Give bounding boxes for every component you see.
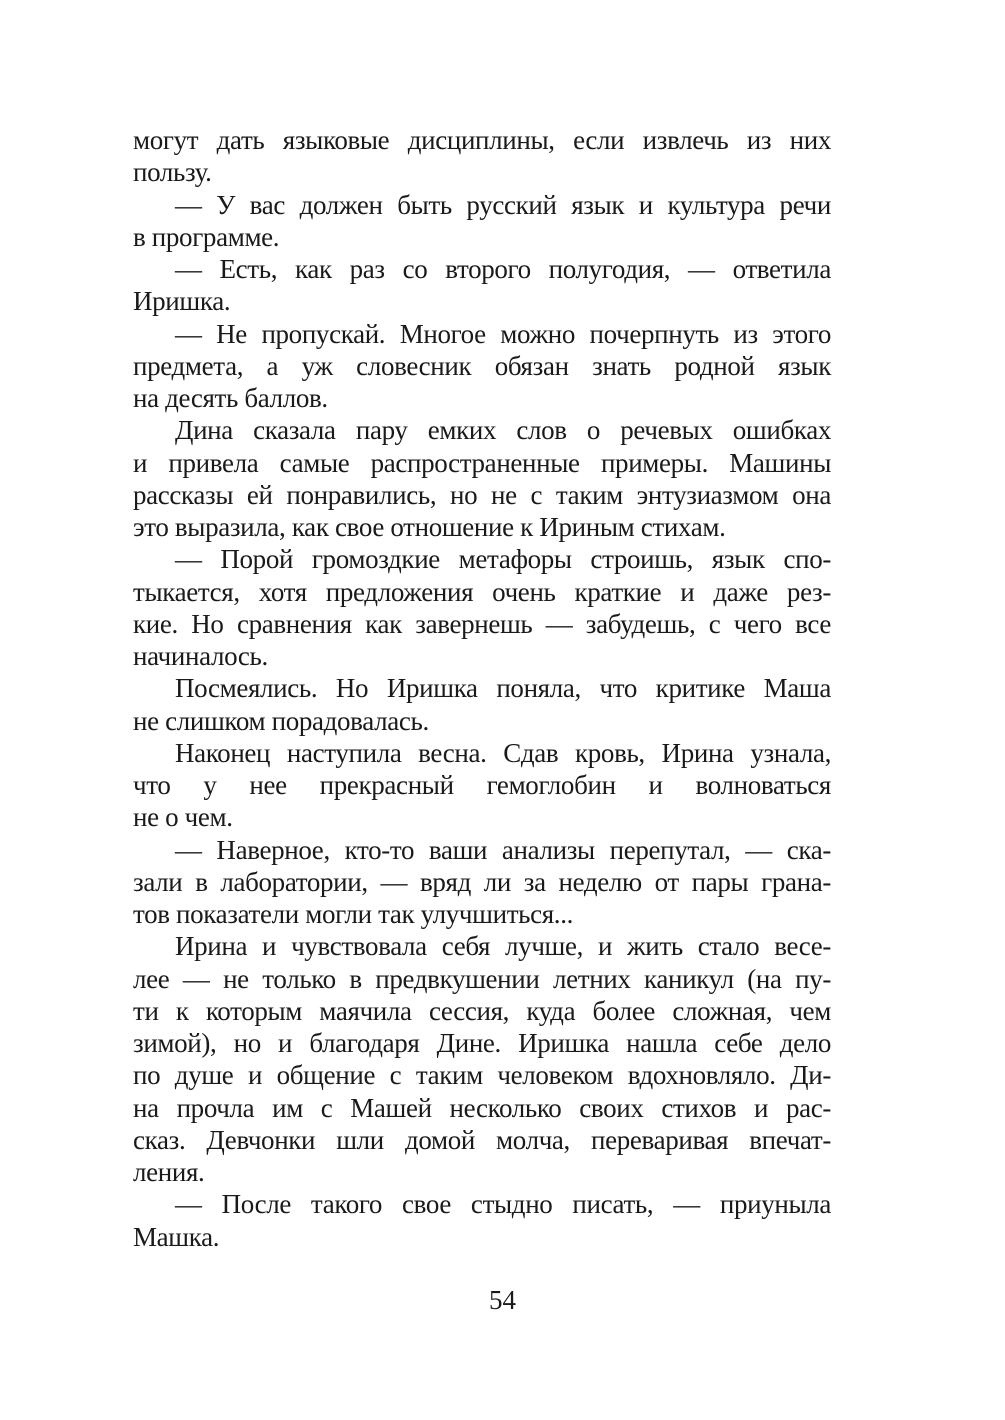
text-line: предмета, а уж словесник обязан знать родной язык <box>133 350 831 381</box>
text-line: лее — не только в предвкушении летних каникул (на пу- <box>133 963 831 994</box>
text-line: это выразила, как свое отношение к Ириным стихам. <box>133 512 726 542</box>
text-line: на прочла им с Машей несколько своих стихов и рас- <box>133 1092 831 1123</box>
page-body <box>133 124 831 1253</box>
text-line: по душе и общение с таким человеком вдохновляло. Ди- <box>133 1060 831 1091</box>
text-line: — Порой громоздкие метафоры строишь, язык спо- <box>175 544 831 575</box>
text-line: сказ. Девчонки шли домой молча, переваривая впечат- <box>133 1124 831 1155</box>
text-line: Ирина и чувствовала себя лучше, и жить стало весе- <box>175 931 831 962</box>
text-line: зали в лаборатории, — вряд ли за неделю от пары грана- <box>133 866 831 897</box>
text-line: не о чем. <box>133 802 233 833</box>
text-line: — Не пропускай. Многое можно почерпнуть из этого <box>175 318 831 349</box>
text-line: не слишком порадовалась. <box>133 705 429 736</box>
text-line: тыкается, хотя предложения очень краткие и даже рез- <box>133 576 831 607</box>
text-line: в программе. <box>133 221 280 252</box>
text-line: — У вас должен быть русский язык и культура речи <box>175 189 831 220</box>
text-line: на десять баллов. <box>133 383 328 413</box>
text-line: Машка. <box>133 1221 220 1252</box>
text-line: — После такого свое стыдно писать, — приуныла <box>175 1189 831 1220</box>
text-line: начиналось. <box>133 641 268 671</box>
text-line: Иришка. <box>133 286 231 317</box>
text-line: ления. <box>133 1157 205 1187</box>
text-line: Дина сказала пару емких слов о речевых ошибках <box>175 415 831 446</box>
text-line: — Наверное, кто-то ваши анализы перепутал, — ска- <box>175 834 831 865</box>
text-line: кие. Но сравнения как завернешь — забудешь, с чего все <box>133 608 831 639</box>
text-line: ти к которым маячила сессия, куда более сложная, чем <box>133 995 831 1026</box>
text-line: Наконец наступила весна. Сдав кровь, Ирина узнала, <box>175 737 831 768</box>
text-line: тов показатели могли так улучшиться... <box>133 899 574 929</box>
text-line: пользу. <box>133 157 212 188</box>
text-line: Посмеялись. Но Иришка поняла, что критике Маша <box>175 673 831 704</box>
text-line: что у нее прекрасный гемоглобин и волноваться <box>133 770 831 800</box>
text-line: — Есть, как раз со второго полугодия, — ответила <box>175 254 831 284</box>
text-line: рассказы ей понравились, но не с таким энтузиазмом она <box>133 479 831 510</box>
text-line: зимой), но и благодаря Дине. Иришка нашла себе дело <box>133 1028 831 1058</box>
page-number: 54 <box>489 1285 516 1315</box>
text-line: могут дать языковые дисциплины, если извлечь из них <box>133 125 831 155</box>
text-line: и привела самые распространенные примеры. Машины <box>133 447 831 478</box>
